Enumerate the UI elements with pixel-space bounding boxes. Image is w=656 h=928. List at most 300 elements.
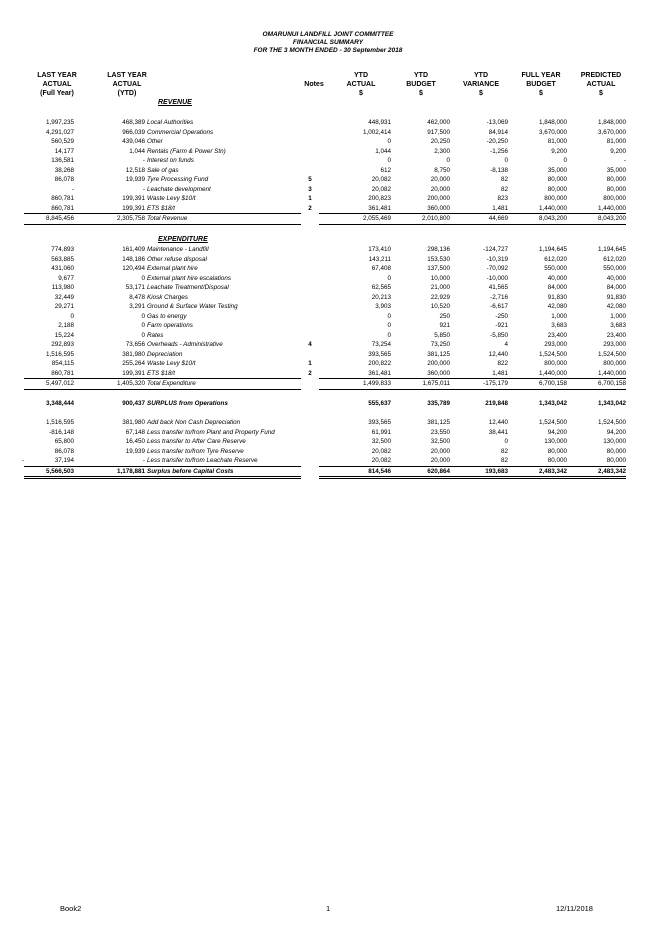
cell-lytd: 148,186 [122,255,145,263]
cell-note: 4 [308,341,312,348]
cell-yv: 219,848 [485,400,508,407]
cell-ly: 136,581 [51,157,74,164]
cell-desc: Less transfer to/from Tyre Reserve [147,447,244,455]
cell-fb: 42,080 [547,303,567,310]
cell-yb: 20,000 [430,176,450,183]
cell-note [301,293,319,303]
cell-lytd: 966,039 [122,128,145,136]
cell-note [301,350,319,360]
cell-fb: 1,848,000 [538,119,567,126]
cell-note [301,379,319,390]
cell-pa: 6,700,158 [567,379,626,390]
cell-lytd: 199,391 [122,195,145,202]
cell-yv: -5,850 [490,331,508,339]
cell-lytd: 0 [141,331,145,339]
cell-desc: Surplus before Capital Costs [145,466,301,478]
cell-pre [16,369,24,379]
cell-yb: 20,000 [430,185,450,193]
cell-lytd: 3,291 [129,303,145,310]
table-row [16,264,626,274]
cell-yb: 462,000 [427,119,450,126]
cell-pre [16,359,24,369]
table-row [16,456,626,466]
cell-desc: Total Expenditure [145,379,301,390]
cell-desc: Less transfer to/from Plant and Property Fund [147,428,275,436]
cell-pa: 40,000 [606,274,626,282]
cell-pre [16,194,24,204]
cell-lytd: 8,478 [129,293,145,301]
cell-lytd: 120,494 [122,265,145,272]
cell-yb: 381,125 [427,350,450,358]
cell-yv: -250 [495,312,508,320]
cell-pre [16,255,24,265]
cell-lytd: 19,939 [125,447,145,455]
cell-pa: 35,000 [606,166,626,174]
table-row [16,293,626,303]
cell-lytd: 0 [141,322,145,329]
cell-yv: 193,683 [450,466,508,478]
cell-desc: Leachate Treatment/Disposal [147,284,229,291]
cell-pre [16,379,24,390]
cell-note [301,214,319,225]
cell-note [301,283,319,293]
cell-pa: 130,000 [603,438,626,445]
cell-note [301,447,319,457]
cell-ya: 448,931 [368,119,391,126]
cell-ly: 774,893 [51,246,74,253]
cell-lytd: 53,171 [125,284,145,291]
cell-pre [16,350,24,360]
cell-yb: 200,000 [427,360,450,367]
cell-yv: -2,716 [490,293,508,301]
table-row [16,428,626,438]
cell-fb: 612,020 [544,255,567,263]
cell-note [301,312,319,322]
cell-desc: Local Authorities [147,119,194,126]
cell-note [301,156,319,166]
cell-ya: 0 [387,274,391,282]
cell-lytd: 1,178,881 [74,466,145,478]
cell-pa: 94,200 [606,428,626,436]
cell-pa: 1,524,500 [597,350,626,358]
cell-ya: 20,082 [371,447,391,455]
cell-yv: 1,481 [492,204,508,212]
cell-lytd: 161,409 [122,246,145,253]
cell-yb: 360,000 [427,204,450,212]
cell-desc: Other [147,138,163,145]
cell-pa: 80,000 [606,447,626,455]
cell-yb: 20,000 [430,447,450,455]
cell-yb: 298,136 [427,246,450,253]
cell-desc: Depreciation [147,350,183,358]
cell-note [301,466,319,478]
cell-note [301,137,319,147]
cell-pre [16,428,24,438]
cell-fb: 800,000 [544,195,567,202]
cell-pre [16,214,24,225]
cell-desc: External plant hire escalations [147,274,232,282]
cell-pa: 293,000 [603,341,626,348]
cell-lytd: 67,148 [125,428,145,436]
cell-ly: 2,188 [58,322,74,329]
cell-ly: 1,997,235 [45,119,74,126]
revenue-heading: REVENUE [158,99,192,106]
cell-pre [16,418,24,428]
cell-pre [16,185,24,195]
header-last-year-actual: LAST YEAR ACTUAL (Full Year) [37,72,77,97]
cell-ya: 20,082 [371,176,391,183]
cell-ly: 65,800 [54,438,74,445]
cell-pa: 84,000 [606,284,626,291]
cell-pre [16,447,24,457]
cell-ly: 292,893 [51,341,74,348]
cell-ly: 113,980 [51,284,74,291]
cell-pa: 42,080 [606,303,626,310]
cell-yb: 250 [439,312,450,320]
cell-fb: 81,000 [547,138,567,145]
table-row [16,185,626,195]
cell-lytd: 900,437 [122,400,145,407]
cell-yv: 84,914 [488,128,508,136]
cell-desc: Overheads - Administrative [147,341,223,348]
cell-yb: 917,500 [427,128,450,136]
cell-pre [16,175,24,185]
cell-desc: Leachate development [147,185,211,193]
cell-desc: Sale of gas [147,166,179,174]
cell-ly: 560,529 [51,138,74,145]
cell-lytd: 1,405,320 [74,379,145,390]
cell-ly: 1,516,595 [45,419,74,426]
cell-desc: Less transfer to/from Leachate Reserve [147,457,258,464]
cell-pre [16,293,24,303]
cell-ya: 73,254 [371,341,391,348]
cell-ly: 38,268 [54,166,74,174]
cell-yb: 0 [446,157,450,164]
cell-ya: 67,408 [371,265,391,272]
cell-note [301,437,319,447]
cell-fb: 84,000 [547,284,567,291]
cell-ya: 0 [387,157,391,164]
cell-pa: 3,670,000 [597,128,626,136]
cell-ly: 9,677 [58,274,74,282]
cell-lytd: 73,656 [125,341,145,348]
cell-ya: 173,410 [368,246,391,253]
cell-fb: 0 [563,157,567,164]
cell-desc: Other refuse disposal [147,255,207,263]
header-ytd-budget: YTD BUDGET $ [406,72,436,97]
cell-fb: 80,000 [547,176,567,183]
cell-pre [16,118,24,128]
cell-yb: 137,500 [427,265,450,272]
cell-ya: 0 [387,312,391,320]
cell-yb: 5,850 [434,331,450,339]
cell-ly: 854,115 [51,360,74,367]
cell-lytd: 0 [141,274,145,282]
cell-yb: 21,000 [430,284,450,291]
cell-pre [16,321,24,331]
cell-pre [16,245,24,255]
cell-fb: 91,830 [547,293,567,301]
cell-ly: - [71,185,74,193]
cell-yb: 20,250 [430,138,450,145]
cell-ya: 1,499,833 [319,379,391,390]
cell-yv: -70,092 [486,265,508,272]
report-title-name: FINANCIAL SUMMARY [292,39,364,46]
header-full-year-budget: FULL YEAR BUDGET $ [521,72,561,97]
cell-pre: - [21,457,24,465]
cell-pa: 1,000 [610,312,626,320]
cell-pa: 1,524,500 [597,419,626,426]
cell-yb: 10,000 [430,274,450,282]
cell-fb: 1,440,000 [538,369,567,377]
surplus-table [16,399,626,409]
cell-ya: 393,565 [368,350,391,358]
cell-lytd: - [142,457,145,464]
table-row [16,350,626,360]
cell-yb: 23,550 [430,428,450,436]
cell-yv: -8,138 [490,166,508,174]
cell-ly: 29,271 [54,303,74,310]
cell-note [301,418,319,428]
cell-desc: Farm operations [147,322,193,329]
cell-desc: Kiosk Charges [147,293,188,301]
cell-ya: 361,481 [368,204,391,212]
cell-pa: 1,848,000 [597,119,626,126]
cell-yb: 360,000 [427,369,450,377]
cell-yv: -6,617 [490,303,508,310]
table-row [16,156,626,166]
cell-yv: 82 [500,176,508,183]
cell-fb: 293,000 [544,341,567,348]
cell-pa: 80,000 [606,176,626,183]
cell-desc: ETS $18/t [147,369,176,377]
cell-desc: ETS $18/t [147,204,176,212]
cell-desc: Less transfer to After Care Reserve [147,438,246,445]
cell-note [301,274,319,284]
cell-yv: 12,440 [488,350,508,358]
cell-pre [16,204,24,214]
cell-pa: 1,440,000 [597,204,626,212]
table-row [16,137,626,147]
cell-ya: 3,903 [375,303,391,310]
cell-lytd: 255,264 [122,360,145,367]
cell-ya: 1,002,414 [362,128,391,136]
adjustments-table [16,418,626,479]
cell-fb: 550,000 [544,265,567,272]
table-row [16,359,626,369]
table-row [16,118,626,128]
table-row [16,418,626,428]
cell-fb: 1,524,500 [538,350,567,358]
header-ytd-actual: YTD ACTUAL $ [346,72,376,97]
cell-fb: 1,440,000 [538,204,567,212]
cell-yb: 335,789 [427,400,450,407]
cell-fb: 1,524,500 [538,419,567,426]
cell-ya: 0 [387,138,391,145]
cell-note [301,166,319,176]
cell-ly: 3,348,444 [45,400,74,407]
cell-pa: 9,200 [610,147,626,155]
cell-ly: 860,781 [51,204,74,212]
cell-fb: 23,400 [547,331,567,339]
cell-note: 1 [308,195,312,202]
table-row [16,274,626,284]
cell-yv: -1,256 [490,147,508,155]
table-row [16,437,626,447]
cell-lytd: 439,046 [122,138,145,145]
cell-lytd: 1,044 [129,147,145,155]
cell-lytd: - [142,185,145,193]
cell-lytd: 2,305,758 [74,214,145,225]
cell-note [301,245,319,255]
cell-fb: 6,700,158 [508,379,567,390]
report-title-org: OMARUNUI LANDFILL JOINT COMMITTEE [262,31,394,38]
table-row [16,128,626,138]
cell-yb: 620,864 [391,466,450,478]
cell-pre [16,437,24,447]
cell-ya: 143,211 [368,255,391,263]
cell-pre [16,166,24,176]
cell-ly: 86,078 [54,176,74,183]
cell-fb: 35,000 [547,166,567,174]
cell-ya: 814,546 [319,466,391,478]
cell-pre [16,302,24,312]
cell-note: 2 [308,369,312,377]
cell-yv: 82 [500,447,508,455]
cell-note [301,118,319,128]
table-row [16,175,626,185]
cell-yv: -10,319 [486,255,508,263]
cell-ya: 0 [387,322,391,329]
footer-date: 12/11/2018 [556,904,593,913]
cell-ya: 361,481 [368,369,391,377]
cell-note [301,302,319,312]
cell-desc: Interest on funds [147,157,194,164]
cell-yv: 12,440 [488,419,508,426]
expenditure-table [16,245,626,390]
cell-pa: 2,483,342 [567,466,626,478]
cell-desc: Tyre Processing Fund [147,176,209,183]
cell-lytd: - [142,157,145,164]
table-row [16,245,626,255]
cell-yb: 8,750 [434,166,450,174]
cell-pa: 80,000 [606,457,626,464]
cell-fb: 1,343,042 [538,400,567,407]
cell-ly: 86,078 [54,447,74,455]
cell-ya: 32,500 [371,438,391,445]
cell-fb: 2,483,342 [508,466,567,478]
cell-note [301,147,319,157]
cell-pre [16,156,24,166]
cell-pa: 1,440,000 [597,369,626,377]
cell-ly: 14,177 [54,147,74,155]
cell-lytd: 0 [141,312,145,320]
cell-ly: 860,781 [51,195,74,202]
cell-ya: 612 [380,166,391,174]
report-title-period: FOR THE 3 MONTH ENDED - 30 September 2018 [253,47,403,54]
cell-pa: 612,020 [603,255,626,263]
cell-lytd: 468,389 [122,119,145,126]
cell-desc: Ground & Surface Water Testing [147,303,238,310]
cell-yv: 0 [504,438,508,445]
cell-yv: 4 [504,341,508,348]
cell-pa: 1,343,042 [597,400,626,407]
total-row [16,379,626,390]
cell-desc: Rates [147,331,164,339]
expenditure-heading: EXPENDITURE [158,236,208,243]
cell-pre [16,128,24,138]
cell-lytd: 199,391 [122,204,145,212]
footer-filename: Book2 [60,904,82,913]
cell-yv: 82 [500,185,508,193]
cell-yb: 1,675,011 [391,379,450,390]
cell-note [301,128,319,138]
cell-pre [16,331,24,341]
cell-yv: -13,069 [486,119,508,126]
cell-pa: 81,000 [606,138,626,145]
cell-desc: Rentals (Farm & Power Stn) [147,147,226,155]
cell-desc: Gas to energy [147,312,187,320]
cell-yv: -10,000 [486,274,508,282]
cell-fb: 1,194,645 [538,246,567,253]
cell-lytd: 381,980 [122,350,145,358]
cell-fb: 80,000 [547,185,567,193]
cell-desc: Waste Levy $10/t [147,360,196,367]
cell-pa: 80,000 [606,185,626,193]
cell-ya: 1,044 [375,147,391,155]
cell-ya: 555,637 [368,400,391,407]
cell-pre [16,466,24,478]
cell-note [301,331,319,341]
cell-desc: Add back Non Cash Depreciation [147,419,241,426]
cell-fb: 40,000 [547,274,567,282]
cell-ya: 20,213 [371,293,391,301]
cell-pa: 23,400 [606,331,626,339]
cell-fb: 3,683 [551,322,567,329]
cell-desc: Maintenance - Landfill [147,246,209,253]
cell-desc: Waste Levy $10/t [147,195,196,202]
cell-pre [16,312,24,322]
cell-pre [16,264,24,274]
cell-yv: 822 [497,360,508,367]
cell-yv: -20,250 [486,138,508,145]
cell-fb: 800,000 [544,360,567,367]
cell-ly: 563,885 [51,255,74,263]
total-row [16,466,626,478]
cell-pre [16,147,24,157]
cell-note [301,255,319,265]
cell-yb: 153,530 [427,255,450,263]
cell-ly: 431,060 [51,265,74,272]
cell-pa: - [623,157,626,164]
cell-pre [16,137,24,147]
cell-ya: 200,823 [368,195,391,202]
cell-pre [16,340,24,350]
cell-yb: 2,300 [434,147,450,155]
cell-pa: 550,000 [603,265,626,272]
cell-yv: 82 [500,457,508,464]
cell-note: 5 [308,176,312,183]
cell-ly: 1,516,595 [45,350,74,358]
table-row [16,283,626,293]
cell-ya: 0 [387,331,391,339]
footer-page-number: 1 [326,904,331,913]
cell-pa: 8,043,200 [567,214,626,225]
cell-fb: 3,670,000 [538,128,567,136]
cell-pre [16,399,24,409]
cell-lytd: 19,939 [125,176,145,183]
cell-yv: 1,481 [492,369,508,377]
